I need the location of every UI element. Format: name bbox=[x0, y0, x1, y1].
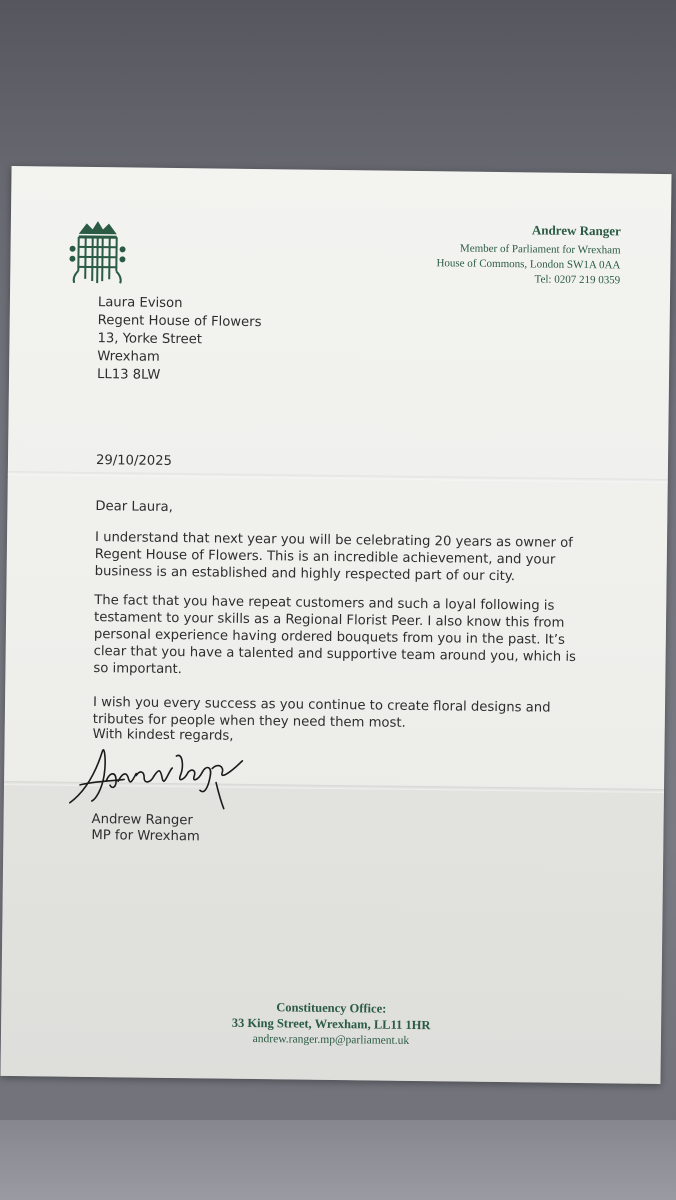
recipient-town: Wrexham bbox=[97, 349, 160, 365]
signer-block bbox=[91, 812, 200, 845]
recipient-address bbox=[97, 294, 262, 386]
letterhead bbox=[436, 221, 621, 288]
paragraph-1: I understand that next year you will be celebrating 20 years as owner of Regent House of Flowers. This is an incredible achievement, and your business is an established and highly respected part of our city. bbox=[94, 530, 573, 585]
recipient-business: Regent House of Flowers bbox=[97, 313, 262, 331]
footer-email: andrew.ranger.mp@parliament.uk bbox=[252, 1033, 410, 1047]
signature bbox=[66, 741, 247, 813]
letter-date: 29/10/2025 bbox=[95, 453, 173, 469]
portcullis-icon bbox=[68, 219, 127, 288]
letterhead-role: Member of Parliament for Wrexham bbox=[459, 242, 621, 257]
background-surface bbox=[0, 0, 676, 170]
background-floor bbox=[0, 1120, 676, 1200]
letterhead-address: House of Commons, London SW1A 0AA bbox=[436, 257, 621, 272]
letterhead-name: Andrew Ranger bbox=[531, 222, 621, 239]
signer-title: MP for Wrexham bbox=[91, 828, 200, 845]
fold-line-upper bbox=[8, 471, 668, 483]
footer-label: Constituency Office: bbox=[276, 1000, 387, 1016]
signer-name: Andrew Ranger bbox=[91, 812, 193, 829]
letter-sheet bbox=[0, 166, 671, 1084]
recipient-name: Laura Evison bbox=[97, 295, 183, 312]
salutation: Dear Laura, bbox=[95, 499, 173, 515]
paragraph-3: I wish you every success as you continue to create floral designs and tributes for people when they need them most. bbox=[92, 695, 551, 731]
constituency-footer bbox=[1, 996, 662, 1052]
letterhead-phone: Tel: 0207 219 0359 bbox=[534, 273, 621, 287]
recipient-street: 13, Yorke Street bbox=[97, 331, 203, 348]
paragraph-2: The fact that you have repeat customers and such a loyal following is testament to your skills as a Regional Florist Peer. I also know this from personal experience having ordered bouquets from you in the past. It’s clear that you have a talented and supportive team around you, which is so important. bbox=[93, 593, 577, 678]
signoff: With kindest regards, bbox=[92, 727, 234, 744]
footer-address: 33 King Street, Wrexham, LL11 1HR bbox=[231, 1015, 431, 1033]
recipient-postcode: LL13 8LW bbox=[96, 367, 161, 383]
